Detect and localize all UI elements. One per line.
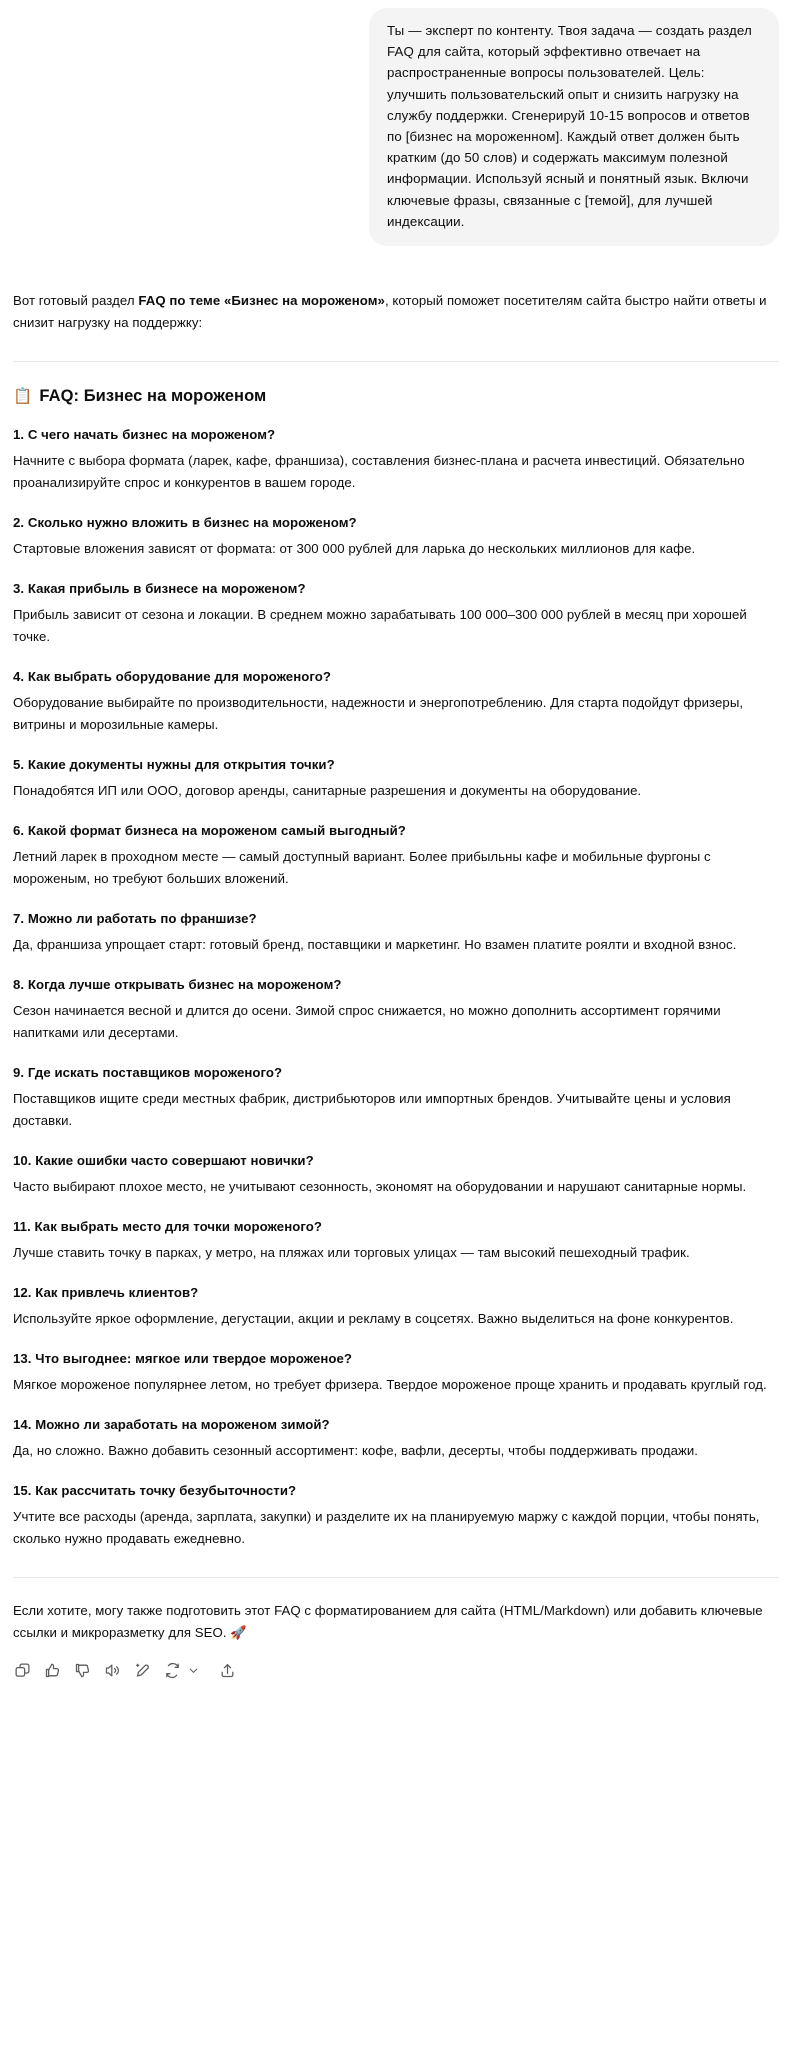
user-prompt-bubble[interactable]: Ты — эксперт по контенту. Твоя задача — создать раздел FAQ для сайта, который эффективно отвечает на распространенные вопросы пользователей. Цель: улучшить пользовательский опыт и снизить нагрузку на службу поддержки. Сгенерируй 10-15 вопросов и ответов по [бизнес на мороженном]. Каждый ответ должен быть кратким (до 50 слов) и содержать максимум полезной информации. Используй ясный и понятный язык. Включи ключевые фразы, связанные с [темой], для лучшей индексации.: [369, 8, 779, 246]
faq-item: [13, 1348, 779, 1396]
faq-question: 13. Что выгоднее: мягкое или твердое мороженое?: [13, 1351, 353, 1367]
faq-question: 15. Как рассчитать точку безубыточности?: [13, 1483, 297, 1499]
intro-text-after: , который поможет посетителям сайта быстро найти ответы и снизит нагрузку на поддержку:: [13, 293, 767, 331]
faq-question: 8. Когда лучше открывать бизнес на мороженом?: [13, 977, 342, 993]
share-upload-icon: [219, 1662, 236, 1679]
faq-item: [13, 1150, 779, 1198]
faq-question: 2. Сколько нужно вложить в бизнес на мороженом?: [13, 515, 357, 531]
faq-answer: Летний ларек в проходном месте — самый доступный вариант. Более прибыльны кафе и мобильные фургоны с мороженым, но требуют больших вложений.: [13, 849, 711, 887]
chevron-down-icon[interactable]: [186, 1657, 200, 1684]
retry-button-group[interactable]: [159, 1657, 200, 1684]
faq-question: 1. С чего начать бизнес на мороженом?: [13, 427, 276, 443]
faq-heading: [13, 384, 779, 408]
toolbar-spacer: [203, 1670, 211, 1671]
faq-question: 11. Как выбрать место для точки мороженого?: [13, 1219, 322, 1235]
faq-answer: Учтите все расходы (аренда, зарплата, закупки) и разделите их на планируемую маржу с каждой порции, чтобы понять, сколько нужно продавать ежедневно.: [13, 1509, 760, 1547]
faq-answer: Понадобятся ИП или ООО, договор аренды, санитарные разрешения и документы на оборудование.: [13, 783, 642, 799]
speaker-icon: [104, 1662, 121, 1679]
edit-sparkle-icon: [134, 1662, 151, 1679]
faq-answer: Мягкое мороженое популярнее летом, но требует фризера. Твердое мороженое проще хранить и продавать круглый год.: [13, 1377, 767, 1393]
faq-answer: Оборудование выбирайте по производительности, надежности и энергопотреблению. Для старта подойдут фризеры, витрины и морозильные камеры.: [13, 695, 744, 733]
thumbs-down-icon: [74, 1662, 91, 1679]
thumbs-down-button[interactable]: [69, 1657, 96, 1684]
edit-button[interactable]: [129, 1657, 156, 1684]
faq-question: 3. Какая прибыль в бизнесе на мороженом?: [13, 581, 306, 597]
faq-question: 9. Где искать поставщиков мороженого?: [13, 1065, 283, 1081]
faq-question: 7. Можно ли работать по франшизе?: [13, 911, 257, 927]
divider-bottom: [13, 1577, 779, 1578]
faq-answer: Часто выбирают плохое место, не учитывают сезонность, экономят на оборудовании и нарушают санитарные нормы.: [13, 1179, 747, 1195]
rocket-icon: 🚀: [230, 1626, 247, 1642]
faq-item: [13, 1282, 779, 1330]
faq-item: [13, 1480, 779, 1550]
faq-item: [13, 1216, 779, 1264]
user-message-row: [0, 0, 792, 246]
retry-button[interactable]: [159, 1657, 186, 1684]
divider-top: [13, 361, 779, 362]
faq-question: 10. Какие ошибки часто совершают новички?: [13, 1153, 314, 1169]
share-button[interactable]: [214, 1657, 241, 1684]
faq-question: 5. Какие документы нужны для открытия точки?: [13, 757, 335, 773]
faq-item: [13, 820, 779, 890]
thumbs-up-icon: [44, 1662, 61, 1679]
copy-icon: [14, 1662, 31, 1679]
faq-answer: Сезон начинается весной и длится до осени. Зимой спрос снижается, но можно дополнить ассортимент горячими напитками или десертами.: [13, 1003, 721, 1041]
faq-heading-label: FAQ: Бизнес на мороженом: [39, 387, 267, 406]
faq-question: 14. Можно ли заработать на мороженом зимой?: [13, 1417, 330, 1433]
faq-item: [13, 512, 779, 560]
assistant-message: [0, 290, 792, 1645]
faq-item: [13, 974, 779, 1044]
faq-item: [13, 666, 779, 736]
faq-answer: Лучше ставить точку в парках, у метро, на пляжах или торговых улицах — там высокий пешеходный трафик.: [13, 1245, 690, 1261]
faq-answer: Стартовые вложения зависят от формата: от 300 000 рублей для ларька до нескольких миллионов для кафе.: [13, 541, 696, 557]
faq-question: 6. Какой формат бизнеса на мороженом самый выгодный?: [13, 823, 406, 839]
read-aloud-button[interactable]: [99, 1657, 126, 1684]
faq-item: [13, 754, 779, 802]
closing-paragraph: [13, 1600, 779, 1645]
faq-item: [13, 424, 779, 494]
faq-question: 12. Как привлечь клиентов?: [13, 1285, 199, 1301]
faq-item: [13, 1414, 779, 1462]
faq-answer: Да, но сложно. Важно добавить сезонный ассортимент: кофе, вафли, десерты, чтобы поддерживать продажи.: [13, 1443, 699, 1459]
faq-question: 4. Как выбрать оборудование для мороженого?: [13, 669, 331, 685]
thumbs-up-button[interactable]: [39, 1657, 66, 1684]
faq-item: [13, 1062, 779, 1132]
intro-text-bold: FAQ по теме «Бизнес на мороженом»: [138, 293, 385, 309]
closing-text: Если хотите, могу также подготовить этот FAQ с форматированием для сайта (HTML/Markdown) или добавить ключевые ссылки и микроразметку для SEO.: [13, 1603, 763, 1641]
faq-answer: Поставщиков ищите среди местных фабрик, дистрибьюторов или импортных брендов. Учитывайте цены и условия доставки.: [13, 1091, 731, 1129]
copy-button[interactable]: [9, 1657, 36, 1684]
intro-paragraph: [13, 290, 779, 334]
faq-answer: Используйте яркое оформление, дегустации, акции и рекламу в соцсетях. Важно выделиться на фоне конкурентов.: [13, 1311, 734, 1327]
faq-item: [13, 908, 779, 956]
faq-answer: Да, франшиза упрощает старт: готовый бренд, поставщики и маркетинг. Но взамен платите роялти и входной взнос.: [13, 937, 737, 953]
intro-text-before: Вот готовый раздел: [13, 293, 139, 309]
clipboard-icon: 📋: [13, 387, 33, 406]
faq-answer: Прибыль зависит от сезона и локации. В среднем можно зарабатывать 100 000–300 000 рублей в месяц при хорошей точке.: [13, 607, 747, 645]
faq-item: [13, 578, 779, 648]
refresh-icon: [164, 1662, 181, 1679]
message-action-bar: [0, 1645, 792, 1700]
faq-answer: Начните с выбора формата (ларек, кафе, франшиза), составления бизнес-плана и расчета инвестиций. Обязательно проанализируйте спрос и конкурентов в вашем городе.: [13, 453, 745, 491]
